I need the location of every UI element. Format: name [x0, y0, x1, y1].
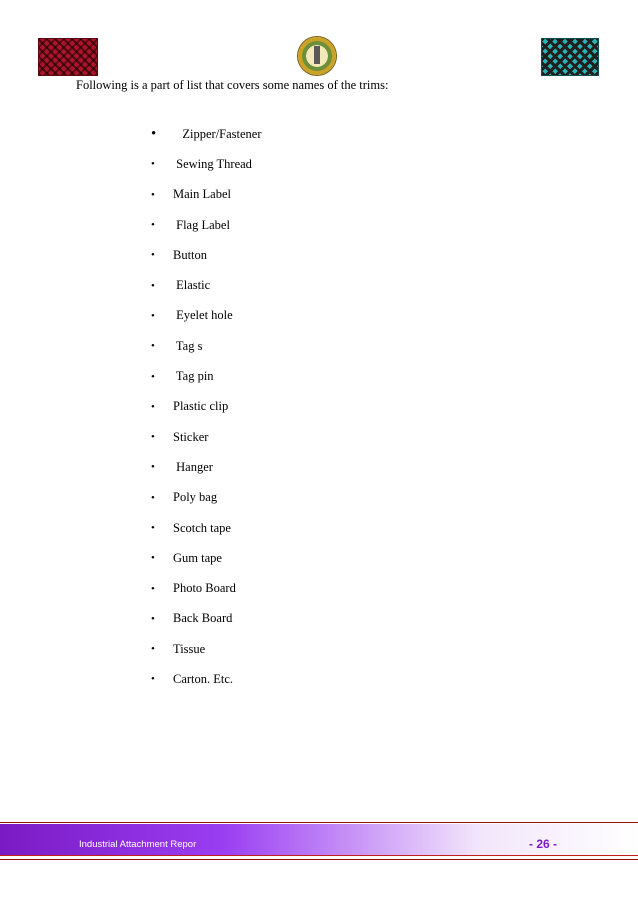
list-item [151, 604, 262, 634]
trim-label: Flag Label [173, 217, 230, 232]
list-item [151, 483, 262, 513]
trim-label: Photo Board [173, 581, 236, 596]
list-item [151, 634, 262, 664]
list-item [151, 452, 262, 482]
trim-label: Main Label [173, 187, 231, 202]
bullet-icon: • [151, 552, 155, 565]
trim-label: Button [173, 247, 208, 262]
list-item [151, 422, 262, 452]
list-item [151, 513, 262, 543]
trim-label: Sticker [173, 429, 209, 444]
list-item [151, 180, 262, 210]
fabric-pattern-teal-logo [541, 38, 599, 76]
trim-label: Zipper/Fastener [173, 126, 262, 141]
bullet-icon: • [151, 219, 155, 232]
bullet-icon: • [151, 582, 155, 595]
trim-label: Elastic [173, 278, 211, 293]
trim-label: Carton. Etc. [173, 671, 234, 686]
bullet-icon: • [151, 431, 155, 444]
trims-list [151, 119, 262, 695]
list-item [151, 361, 262, 391]
bullet-icon: • [151, 491, 155, 504]
page-number: - 26 - [529, 837, 558, 851]
seal-tower-icon [314, 46, 320, 64]
list-item [151, 119, 262, 149]
trim-label: Tag pin [173, 369, 214, 384]
list-item [151, 270, 262, 300]
bullet-icon: • [151, 309, 155, 322]
university-seal-logo [298, 37, 336, 75]
trim-label: Sewing Thread [173, 156, 252, 171]
trim-label: Eyelet hole [173, 308, 233, 323]
list-item [151, 240, 262, 270]
trim-label: Back Board [173, 611, 233, 626]
bullet-icon: • [151, 612, 155, 625]
list-item [151, 573, 262, 603]
trim-label: Plastic clip [173, 399, 229, 414]
list-item [151, 392, 262, 422]
bullet-icon: • [151, 400, 155, 413]
bullet-icon: • [151, 522, 155, 534]
bullet-icon: • [151, 279, 155, 292]
list-item [151, 664, 262, 694]
trim-label: Poly bag [173, 490, 218, 505]
list-item [151, 149, 262, 179]
fabric-pattern-red-logo [38, 38, 98, 76]
bullet-icon: • [151, 125, 157, 142]
bullet-icon: • [151, 643, 155, 656]
footer-title: Industrial Attachment Repor [79, 839, 197, 850]
trim-label: Scotch tape [173, 520, 231, 535]
trim-label: Gum tape [173, 550, 222, 565]
bullet-icon: • [151, 673, 155, 686]
list-item [151, 543, 262, 573]
intro-text: Following is a part of list that covers some names of the trims: [76, 78, 389, 92]
bullet-icon: • [151, 370, 155, 383]
list-item [151, 331, 262, 361]
list-item [151, 210, 262, 240]
bullet-icon: • [151, 249, 155, 262]
list-item [151, 301, 262, 331]
bullet-icon: • [151, 461, 155, 474]
trim-label: Tissue [173, 641, 206, 656]
footer-bottom-rule [0, 855, 638, 860]
trim-label: Tag s [173, 338, 203, 353]
trim-label: Hanger [173, 459, 213, 474]
bullet-icon: • [151, 188, 155, 201]
bullet-icon: • [151, 158, 155, 171]
bullet-icon: • [151, 340, 155, 353]
